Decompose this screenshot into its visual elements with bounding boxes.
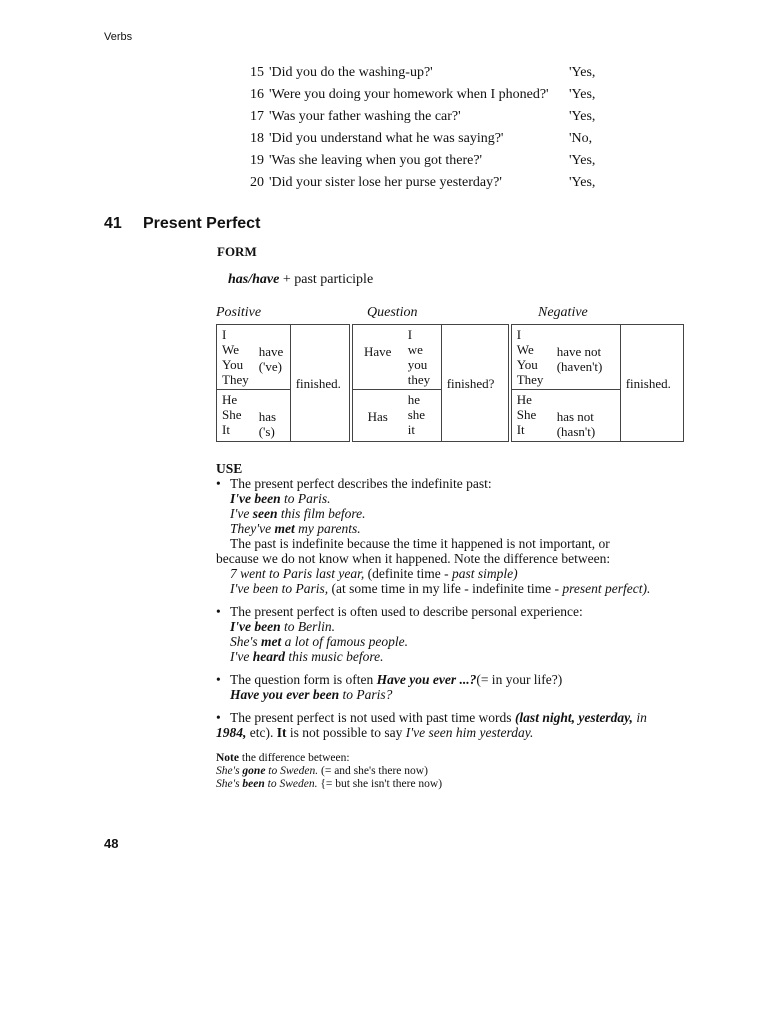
neg-pron-group-1 bbox=[511, 325, 552, 390]
table-cell-line: have bbox=[258, 344, 284, 359]
table-cell-line: ('s) bbox=[258, 424, 275, 439]
use-bullet-1: • The present perfect describes the indefinite past: bbox=[216, 476, 706, 491]
neg-pron-group-2 bbox=[511, 390, 552, 442]
neg-aux-group-1 bbox=[552, 325, 621, 390]
q-aux-1: Have bbox=[352, 325, 403, 390]
table-cell-line: he bbox=[407, 392, 420, 407]
q-pron-group-2 bbox=[403, 390, 442, 442]
use-b1-paragraph-2: because we do not know when it happened. Note the difference between: bbox=[216, 551, 611, 566]
use-section bbox=[216, 461, 706, 740]
formula-verb: has/have bbox=[228, 272, 280, 287]
note-intro: Note the difference between: bbox=[216, 752, 350, 764]
formula-plus: + bbox=[282, 272, 291, 287]
question-number: 19 bbox=[250, 153, 264, 168]
use-b1-contrast-1: 7 went to Paris last year, (definite time - past simple) bbox=[230, 566, 518, 581]
table-cell-line: We bbox=[222, 342, 239, 357]
table-cell-line: You bbox=[222, 357, 244, 372]
table-cell-line: they bbox=[407, 372, 431, 387]
table-cell-line: it bbox=[407, 422, 415, 437]
question-row bbox=[244, 152, 624, 174]
question-number: 16 bbox=[250, 87, 264, 102]
use-b2-example-2: She's met a lot of famous people. bbox=[230, 634, 409, 649]
use-b1-example-1: I've been to Paris. bbox=[230, 491, 331, 506]
question-text: 'Was she leaving when you got there?' bbox=[269, 153, 483, 168]
question-row bbox=[244, 130, 624, 152]
use-b1-example-2: I've seen this film before. bbox=[230, 506, 366, 521]
pos-aux-group-1 bbox=[254, 325, 291, 390]
neg-aux-group-2 bbox=[552, 390, 621, 442]
table-cell-line: They bbox=[516, 372, 544, 387]
table-cell-line: have not bbox=[556, 344, 602, 359]
q-verb: finished? bbox=[441, 325, 508, 442]
note-box bbox=[216, 752, 442, 791]
col-head-question: Question bbox=[367, 305, 418, 320]
section-title: Present Perfect bbox=[143, 215, 261, 232]
col-head-negative: Negative bbox=[538, 305, 588, 320]
table-cell-line: has not bbox=[556, 409, 594, 424]
question-answer: 'No, bbox=[569, 131, 593, 146]
question-answer: 'Yes, bbox=[569, 153, 596, 168]
question-answer: 'Yes, bbox=[569, 175, 596, 190]
table-cell-line: I bbox=[407, 327, 413, 342]
question-list bbox=[244, 64, 624, 196]
use-bullet-3: • The question form is often Have you ever ...?(= in your life?) bbox=[216, 672, 706, 687]
pos-pron-group-1 bbox=[217, 325, 254, 390]
question-text: 'Did you understand what he was saying?' bbox=[269, 131, 504, 146]
use-bullet-2: • The present perfect is often used to describe personal experience: bbox=[216, 604, 706, 619]
neg-verb: finished. bbox=[620, 325, 683, 442]
table-cell-line: (hasn't) bbox=[556, 424, 596, 439]
q-pron-group-1 bbox=[403, 325, 442, 390]
table-cell-line: ('ve) bbox=[258, 359, 282, 374]
table-cell-line: You bbox=[516, 357, 538, 372]
question-text: 'Was your father washing the car?' bbox=[269, 109, 461, 124]
question-number: 17 bbox=[250, 109, 264, 124]
question-answer: 'Yes, bbox=[569, 65, 596, 80]
col-head-positive: Positive bbox=[216, 305, 262, 320]
table-cell-line: you bbox=[407, 357, 428, 372]
pos-aux-group-2 bbox=[254, 390, 291, 442]
question-answer: 'Yes, bbox=[569, 109, 596, 124]
use-label: USE bbox=[216, 461, 243, 476]
running-head: Verbs bbox=[104, 31, 133, 43]
question-row bbox=[244, 108, 624, 130]
table-cell-line: It bbox=[222, 422, 230, 437]
form-label: FORM bbox=[217, 244, 257, 259]
question-number: 15 bbox=[250, 65, 264, 80]
q-aux-2: Has bbox=[352, 390, 403, 442]
table-cell-line: We bbox=[516, 342, 534, 357]
page-number: 48 bbox=[104, 836, 119, 851]
section-number: 41 bbox=[104, 215, 122, 232]
note-line-2: She's been to Sweden. {= but she isn't there now) bbox=[216, 778, 443, 790]
question-row bbox=[244, 64, 624, 86]
table-cell-line: has bbox=[258, 409, 277, 424]
use-b1-paragraph-1: The past is indefinite because the time it happened is not important, or bbox=[230, 536, 610, 551]
question-row bbox=[244, 86, 624, 108]
table-cell-line: They bbox=[222, 372, 249, 387]
pos-pron-group-2 bbox=[217, 390, 254, 442]
table-cell-line: She bbox=[222, 407, 242, 422]
use-b2-example-3: I've heard this music before. bbox=[230, 649, 384, 664]
table-cell-line: she bbox=[407, 407, 426, 422]
use-b4-line-2: 1984, etc). It is not possible to say I've seen him yesterday. bbox=[216, 725, 534, 740]
question-text: 'Did your sister lose her purse yesterday?' bbox=[269, 175, 502, 190]
table-cell-line: I bbox=[222, 327, 227, 342]
use-b1-contrast-2: I've been to Paris, (at some time in my life - indefinite time - present perfect). bbox=[230, 581, 651, 596]
use-b1-example-3: They've met my parents. bbox=[230, 521, 361, 536]
table-cell-line: (haven't) bbox=[556, 359, 603, 374]
conjugation-table bbox=[216, 324, 684, 442]
table-cell-line: He bbox=[516, 392, 532, 407]
table-cell-line: I bbox=[516, 327, 522, 342]
table-cell-line: It bbox=[516, 422, 525, 437]
question-row bbox=[244, 174, 624, 196]
pos-verb: finished. bbox=[290, 325, 349, 442]
question-answer: 'Yes, bbox=[569, 87, 596, 102]
formula-rest: past participle bbox=[294, 272, 374, 287]
use-bullet-4: • The present perfect is not used with past time words (last night, yesterday, in bbox=[216, 710, 706, 725]
note-line-1: She's gone to Sweden. (= and she's there now) bbox=[216, 765, 428, 777]
question-number: 20 bbox=[250, 175, 264, 190]
use-b3-example: Have you ever been to Paris? bbox=[230, 687, 393, 702]
formula bbox=[228, 272, 373, 288]
table-cell-line: She bbox=[516, 407, 537, 422]
question-text: 'Did you do the washing-up?' bbox=[269, 65, 433, 80]
use-b2-example-1: I've been to Berlin. bbox=[230, 619, 335, 634]
table-cell-line: He bbox=[222, 392, 238, 407]
table-cell-line: we bbox=[407, 342, 423, 357]
question-number: 18 bbox=[250, 131, 264, 146]
question-text: 'Were you doing your homework when I phoned?' bbox=[269, 87, 549, 102]
